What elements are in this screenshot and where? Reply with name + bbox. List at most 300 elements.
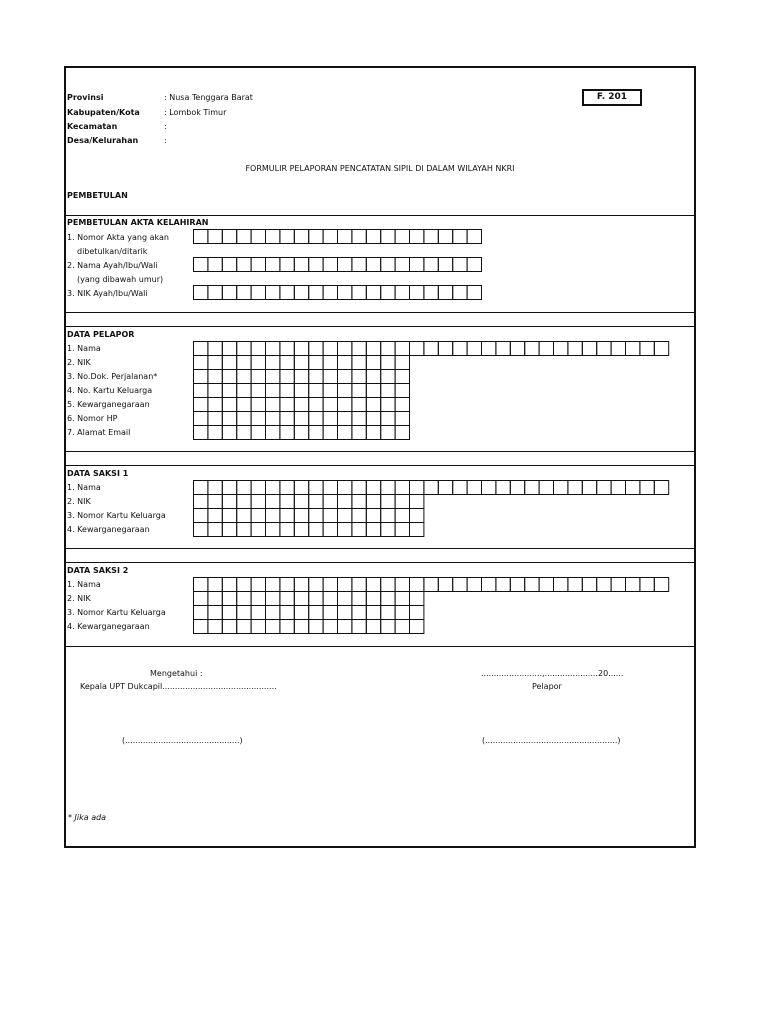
entry-box[interactable] <box>208 523 222 537</box>
entry-box[interactable] <box>237 258 251 272</box>
entry-box[interactable] <box>222 398 236 412</box>
entry-box[interactable] <box>294 356 308 370</box>
entry-box[interactable] <box>352 481 366 495</box>
entry-box[interactable] <box>222 592 236 606</box>
entry-box[interactable] <box>251 495 265 509</box>
entry-box[interactable] <box>194 606 208 620</box>
entry-box[interactable] <box>266 578 280 592</box>
entry-box[interactable] <box>251 523 265 537</box>
entry-box[interactable] <box>266 230 280 244</box>
entry-box[interactable] <box>366 412 380 426</box>
entry-box[interactable] <box>366 286 380 300</box>
entry-box[interactable] <box>424 578 438 592</box>
entry-box[interactable] <box>194 356 208 370</box>
entry-box[interactable] <box>194 495 208 509</box>
entry-box[interactable] <box>323 606 337 620</box>
entry-box[interactable] <box>266 412 280 426</box>
entry-box[interactable] <box>251 481 265 495</box>
entry-box[interactable] <box>395 481 409 495</box>
entry-box[interactable] <box>366 356 380 370</box>
entry-box[interactable] <box>510 578 524 592</box>
entry-box[interactable] <box>309 523 323 537</box>
entry-box[interactable] <box>294 606 308 620</box>
entry-box[interactable] <box>597 481 611 495</box>
entry-box[interactable] <box>366 606 380 620</box>
entry-box[interactable] <box>294 620 308 634</box>
entry-box[interactable] <box>366 509 380 523</box>
entry-box[interactable] <box>280 509 294 523</box>
entry-box[interactable] <box>323 592 337 606</box>
entry-box[interactable] <box>194 384 208 398</box>
entry-box[interactable] <box>410 342 424 356</box>
entry-box[interactable] <box>410 495 424 509</box>
entry-box[interactable] <box>453 286 467 300</box>
entry-box[interactable] <box>208 495 222 509</box>
entry-box[interactable] <box>208 426 222 440</box>
entry-box[interactable] <box>309 412 323 426</box>
entry-box[interactable] <box>309 606 323 620</box>
entry-box[interactable] <box>222 606 236 620</box>
entry-box[interactable] <box>323 398 337 412</box>
entry-box[interactable] <box>438 258 452 272</box>
entry-box[interactable] <box>510 481 524 495</box>
entry-box[interactable] <box>611 578 625 592</box>
entry-box[interactable] <box>395 578 409 592</box>
entry-box[interactable] <box>309 509 323 523</box>
entry-box[interactable] <box>482 481 496 495</box>
entry-box[interactable] <box>309 286 323 300</box>
entry-box[interactable] <box>424 342 438 356</box>
entry-box[interactable] <box>266 606 280 620</box>
entry-box[interactable] <box>194 258 208 272</box>
entry-box[interactable] <box>338 509 352 523</box>
entry-box[interactable] <box>381 620 395 634</box>
entry-box[interactable] <box>294 592 308 606</box>
entry-box[interactable] <box>323 286 337 300</box>
entry-box[interactable] <box>251 509 265 523</box>
entry-box[interactable] <box>237 620 251 634</box>
entry-box[interactable] <box>453 258 467 272</box>
entry-box[interactable] <box>395 495 409 509</box>
entry-box[interactable] <box>510 342 524 356</box>
entry-box[interactable] <box>496 578 510 592</box>
entry-box[interactable] <box>352 398 366 412</box>
entry-box[interactable] <box>366 370 380 384</box>
entry-box[interactable] <box>323 509 337 523</box>
entry-box[interactable] <box>222 412 236 426</box>
entry-box[interactable] <box>338 356 352 370</box>
entry-box[interactable] <box>194 286 208 300</box>
entry-box[interactable] <box>582 481 596 495</box>
entry-box[interactable] <box>381 286 395 300</box>
entry-box[interactable] <box>194 523 208 537</box>
entry-box[interactable] <box>338 342 352 356</box>
entry-box[interactable] <box>654 481 668 495</box>
entry-box[interactable] <box>309 398 323 412</box>
entry-box[interactable] <box>237 384 251 398</box>
entry-box[interactable] <box>338 370 352 384</box>
entry-box[interactable] <box>338 286 352 300</box>
entry-box[interactable] <box>554 481 568 495</box>
entry-box[interactable] <box>251 342 265 356</box>
entry-box[interactable] <box>338 258 352 272</box>
entry-box[interactable] <box>309 370 323 384</box>
entry-box[interactable] <box>309 620 323 634</box>
entry-box[interactable] <box>194 592 208 606</box>
entry-box[interactable] <box>280 384 294 398</box>
entry-box[interactable] <box>496 481 510 495</box>
entry-box[interactable] <box>453 342 467 356</box>
entry-box[interactable] <box>410 620 424 634</box>
entry-box[interactable] <box>309 342 323 356</box>
entry-box[interactable] <box>366 523 380 537</box>
entry-box[interactable] <box>654 578 668 592</box>
entry-box[interactable] <box>338 606 352 620</box>
entry-box[interactable] <box>323 384 337 398</box>
entry-box[interactable] <box>280 426 294 440</box>
entry-box[interactable] <box>208 258 222 272</box>
entry-box[interactable] <box>395 606 409 620</box>
entry-box[interactable] <box>208 230 222 244</box>
entry-box[interactable] <box>266 398 280 412</box>
entry-box[interactable] <box>237 370 251 384</box>
entry-box[interactable] <box>395 509 409 523</box>
entry-box[interactable] <box>366 620 380 634</box>
entry-box[interactable] <box>381 384 395 398</box>
entry-box[interactable] <box>626 481 640 495</box>
entry-box[interactable] <box>194 620 208 634</box>
entry-box[interactable] <box>410 230 424 244</box>
entry-box[interactable] <box>438 286 452 300</box>
entry-box[interactable] <box>352 620 366 634</box>
entry-box[interactable] <box>482 578 496 592</box>
entry-box[interactable] <box>194 426 208 440</box>
entry-box[interactable] <box>381 356 395 370</box>
entry-box[interactable] <box>366 230 380 244</box>
entry-box[interactable] <box>280 523 294 537</box>
entry-box[interactable] <box>381 342 395 356</box>
entry-box[interactable] <box>294 481 308 495</box>
entry-box[interactable] <box>237 342 251 356</box>
entry-box[interactable] <box>294 578 308 592</box>
entry-box[interactable] <box>467 481 481 495</box>
entry-box[interactable] <box>294 495 308 509</box>
entry-box[interactable] <box>381 230 395 244</box>
entry-box[interactable] <box>237 356 251 370</box>
entry-box[interactable] <box>395 620 409 634</box>
entry-box[interactable] <box>208 592 222 606</box>
entry-box[interactable] <box>222 426 236 440</box>
entry-box[interactable] <box>222 620 236 634</box>
entry-box[interactable] <box>568 578 582 592</box>
entry-box[interactable] <box>352 426 366 440</box>
entry-box[interactable] <box>366 426 380 440</box>
entry-box[interactable] <box>208 342 222 356</box>
entry-box[interactable] <box>208 398 222 412</box>
entry-box[interactable] <box>582 578 596 592</box>
entry-box[interactable] <box>237 523 251 537</box>
entry-box[interactable] <box>251 620 265 634</box>
entry-box[interactable] <box>381 509 395 523</box>
entry-box[interactable] <box>280 606 294 620</box>
entry-box[interactable] <box>395 412 409 426</box>
entry-box[interactable] <box>338 523 352 537</box>
entry-box[interactable] <box>597 342 611 356</box>
entry-box[interactable] <box>280 356 294 370</box>
entry-box[interactable] <box>381 481 395 495</box>
entry-box[interactable] <box>424 286 438 300</box>
entry-box[interactable] <box>266 509 280 523</box>
entry-box[interactable] <box>222 230 236 244</box>
entry-box[interactable] <box>251 258 265 272</box>
entry-box[interactable] <box>309 356 323 370</box>
entry-box[interactable] <box>208 620 222 634</box>
entry-box[interactable] <box>338 495 352 509</box>
entry-box[interactable] <box>467 578 481 592</box>
entry-box[interactable] <box>381 578 395 592</box>
entry-box[interactable] <box>294 342 308 356</box>
entry-box[interactable] <box>237 509 251 523</box>
entry-box[interactable] <box>467 342 481 356</box>
entry-box[interactable] <box>338 578 352 592</box>
entry-box[interactable] <box>323 258 337 272</box>
entry-box[interactable] <box>194 509 208 523</box>
entry-box[interactable] <box>352 495 366 509</box>
entry-box[interactable] <box>338 426 352 440</box>
entry-box[interactable] <box>395 398 409 412</box>
entry-box[interactable] <box>237 592 251 606</box>
entry-box[interactable] <box>266 384 280 398</box>
entry-box[interactable] <box>237 578 251 592</box>
entry-box[interactable] <box>280 342 294 356</box>
entry-box[interactable] <box>251 412 265 426</box>
entry-box[interactable] <box>222 578 236 592</box>
entry-box[interactable] <box>222 509 236 523</box>
entry-box[interactable] <box>280 258 294 272</box>
entry-box[interactable] <box>266 620 280 634</box>
entry-box[interactable] <box>395 342 409 356</box>
entry-box[interactable] <box>294 426 308 440</box>
entry-box[interactable] <box>194 342 208 356</box>
entry-box[interactable] <box>208 384 222 398</box>
entry-box[interactable] <box>237 495 251 509</box>
entry-box[interactable] <box>366 342 380 356</box>
entry-box[interactable] <box>453 230 467 244</box>
entry-box[interactable] <box>266 286 280 300</box>
entry-box[interactable] <box>309 578 323 592</box>
entry-box[interactable] <box>352 370 366 384</box>
entry-box[interactable] <box>309 230 323 244</box>
entry-box[interactable] <box>294 230 308 244</box>
entry-box[interactable] <box>323 620 337 634</box>
entry-box[interactable] <box>323 495 337 509</box>
entry-box[interactable] <box>309 592 323 606</box>
entry-box[interactable] <box>208 370 222 384</box>
entry-box[interactable] <box>597 578 611 592</box>
entry-box[interactable] <box>266 426 280 440</box>
entry-box[interactable] <box>525 578 539 592</box>
entry-box[interactable] <box>395 230 409 244</box>
entry-box[interactable] <box>251 592 265 606</box>
entry-box[interactable] <box>194 398 208 412</box>
entry-box[interactable] <box>381 426 395 440</box>
entry-box[interactable] <box>338 481 352 495</box>
entry-box[interactable] <box>280 592 294 606</box>
entry-box[interactable] <box>366 398 380 412</box>
entry-box[interactable] <box>323 370 337 384</box>
entry-box[interactable] <box>381 370 395 384</box>
entry-box[interactable] <box>482 342 496 356</box>
entry-box[interactable] <box>410 592 424 606</box>
entry-box[interactable] <box>395 523 409 537</box>
entry-box[interactable] <box>366 578 380 592</box>
entry-box[interactable] <box>251 230 265 244</box>
entry-box[interactable] <box>438 578 452 592</box>
entry-box[interactable] <box>294 412 308 426</box>
entry-box[interactable] <box>438 230 452 244</box>
entry-box[interactable] <box>338 398 352 412</box>
entry-box[interactable] <box>222 384 236 398</box>
entry-box[interactable] <box>323 523 337 537</box>
entry-box[interactable] <box>208 606 222 620</box>
entry-box[interactable] <box>208 356 222 370</box>
entry-box[interactable] <box>366 258 380 272</box>
entry-box[interactable] <box>539 481 553 495</box>
entry-box[interactable] <box>626 578 640 592</box>
entry-box[interactable] <box>467 230 481 244</box>
entry-box[interactable] <box>309 384 323 398</box>
entry-box[interactable] <box>438 481 452 495</box>
entry-box[interactable] <box>251 356 265 370</box>
entry-box[interactable] <box>525 481 539 495</box>
entry-box[interactable] <box>352 412 366 426</box>
entry-box[interactable] <box>194 578 208 592</box>
entry-box[interactable] <box>366 481 380 495</box>
entry-box[interactable] <box>381 495 395 509</box>
entry-box[interactable] <box>280 286 294 300</box>
entry-box[interactable] <box>222 495 236 509</box>
entry-box[interactable] <box>309 426 323 440</box>
entry-box[interactable] <box>280 398 294 412</box>
entry-box[interactable] <box>323 342 337 356</box>
entry-box[interactable] <box>467 286 481 300</box>
entry-box[interactable] <box>309 258 323 272</box>
entry-box[interactable] <box>381 398 395 412</box>
entry-box[interactable] <box>222 370 236 384</box>
entry-box[interactable] <box>338 620 352 634</box>
entry-box[interactable] <box>366 384 380 398</box>
entry-box[interactable] <box>266 356 280 370</box>
entry-box[interactable] <box>352 509 366 523</box>
entry-box[interactable] <box>410 578 424 592</box>
entry-box[interactable] <box>338 230 352 244</box>
entry-box[interactable] <box>381 592 395 606</box>
entry-box[interactable] <box>222 342 236 356</box>
entry-box[interactable] <box>568 481 582 495</box>
entry-box[interactable] <box>237 481 251 495</box>
entry-box[interactable] <box>237 398 251 412</box>
entry-box[interactable] <box>395 286 409 300</box>
entry-box[interactable] <box>438 342 452 356</box>
entry-box[interactable] <box>237 230 251 244</box>
entry-box[interactable] <box>194 230 208 244</box>
entry-box[interactable] <box>381 606 395 620</box>
entry-box[interactable] <box>568 342 582 356</box>
entry-box[interactable] <box>395 356 409 370</box>
entry-box[interactable] <box>352 258 366 272</box>
entry-box[interactable] <box>323 426 337 440</box>
entry-box[interactable] <box>222 286 236 300</box>
entry-box[interactable] <box>266 523 280 537</box>
entry-box[interactable] <box>424 481 438 495</box>
entry-box[interactable] <box>294 523 308 537</box>
entry-box[interactable] <box>309 481 323 495</box>
entry-box[interactable] <box>640 481 654 495</box>
entry-box[interactable] <box>194 481 208 495</box>
entry-box[interactable] <box>294 398 308 412</box>
entry-box[interactable] <box>194 370 208 384</box>
entry-box[interactable] <box>266 370 280 384</box>
entry-box[interactable] <box>208 412 222 426</box>
entry-box[interactable] <box>352 230 366 244</box>
entry-box[interactable] <box>266 592 280 606</box>
entry-box[interactable] <box>237 606 251 620</box>
entry-box[interactable] <box>424 258 438 272</box>
entry-box[interactable] <box>323 230 337 244</box>
entry-box[interactable] <box>352 578 366 592</box>
entry-box[interactable] <box>554 578 568 592</box>
entry-box[interactable] <box>366 495 380 509</box>
entry-box[interactable] <box>251 398 265 412</box>
entry-box[interactable] <box>251 370 265 384</box>
entry-box[interactable] <box>410 258 424 272</box>
entry-box[interactable] <box>309 495 323 509</box>
entry-box[interactable] <box>381 523 395 537</box>
entry-box[interactable] <box>539 578 553 592</box>
entry-box[interactable] <box>338 412 352 426</box>
entry-box[interactable] <box>525 342 539 356</box>
entry-box[interactable] <box>323 356 337 370</box>
entry-box[interactable] <box>237 426 251 440</box>
entry-box[interactable] <box>323 481 337 495</box>
entry-box[interactable] <box>352 606 366 620</box>
entry-box[interactable] <box>251 384 265 398</box>
entry-box[interactable] <box>294 370 308 384</box>
entry-box[interactable] <box>266 258 280 272</box>
entry-box[interactable] <box>352 523 366 537</box>
entry-box[interactable] <box>611 342 625 356</box>
entry-box[interactable] <box>222 523 236 537</box>
entry-box[interactable] <box>266 481 280 495</box>
entry-box[interactable] <box>237 412 251 426</box>
entry-box[interactable] <box>338 592 352 606</box>
entry-box[interactable] <box>251 286 265 300</box>
entry-box[interactable] <box>611 481 625 495</box>
entry-box[interactable] <box>381 258 395 272</box>
entry-box[interactable] <box>410 481 424 495</box>
entry-box[interactable] <box>280 370 294 384</box>
entry-box[interactable] <box>640 578 654 592</box>
entry-box[interactable] <box>294 509 308 523</box>
entry-box[interactable] <box>410 606 424 620</box>
entry-box[interactable] <box>323 412 337 426</box>
entry-box[interactable] <box>280 578 294 592</box>
entry-box[interactable] <box>395 384 409 398</box>
entry-box[interactable] <box>554 342 568 356</box>
entry-box[interactable] <box>280 230 294 244</box>
entry-box[interactable] <box>410 509 424 523</box>
entry-box[interactable] <box>294 258 308 272</box>
